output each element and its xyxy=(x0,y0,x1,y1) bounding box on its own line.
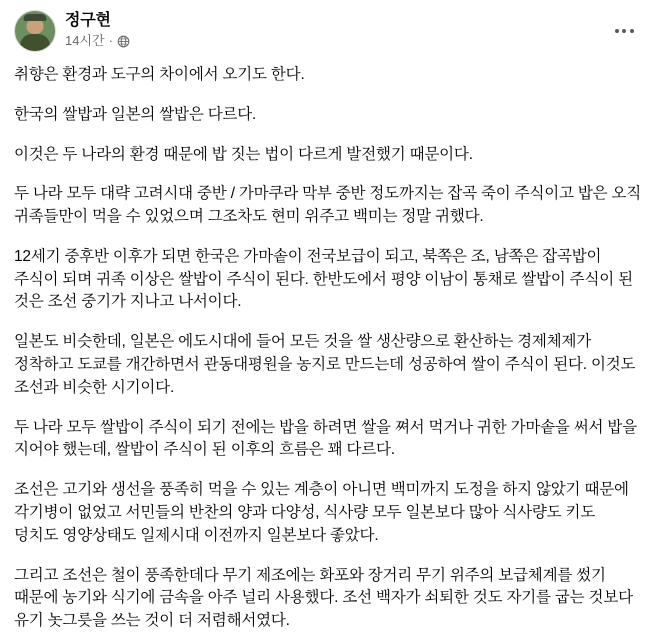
avatar[interactable] xyxy=(14,10,56,52)
post-paragraph: 이것은 두 나라의 환경 때문에 밥 짓는 법이 다르게 발전했기 때문이다. xyxy=(14,145,473,163)
post-body xyxy=(14,64,643,633)
avatar-body xyxy=(20,34,50,51)
ellipsis-icon xyxy=(615,29,634,33)
post-paragraph: 한국의 쌀밥과 일본의 쌀밥은 다르다. xyxy=(14,105,257,123)
globe-icon[interactable] xyxy=(117,35,130,48)
post-more-options-button[interactable] xyxy=(607,14,641,48)
meta-separator: · xyxy=(108,33,113,48)
post-paragraph: 그리고 조선은 철이 풍족한데다 무기 제조에는 화포와 장거리 무기 위주의 보급체계를 썼기 때문에 농기와 식기에 금속을 아주 널리 사용했다. 조선 백자가 쇠퇴한 것도 자기를 굽는 것보다 유기 놋그릇을 쓰는 것이 더 저렴해서였다. xyxy=(14,566,633,630)
post-paragraph: 조선은 고기와 생선을 풍족히 먹을 수 있는 계층이 아니면 백미까지 도정을 하지 않았기 때문에 각기병이 없었고 서민들의 반찬의 양과 다양성, 식사량 모두 일본보다 많아 식사량도 키도 덩치도 영양상태도 일제시대 이전까지 일본보다 좋았다. xyxy=(14,481,629,544)
post-header xyxy=(14,10,643,52)
post-paragraph: 일본도 비슷한데, 일본은 에도시대에 들어 모든 것을 쌀 생산량으로 환산하는 경제체제가 정착하고 도쿄를 개간하면서 관동대평원을 농지로 만드는데 성공하여 쌀이 주식이 된다. 이것도 조선과 비슷한 시기이다. xyxy=(14,333,636,396)
post-paragraph: 12세기 중후반 이후가 되면 한국은 가마솥이 전국보급이 되고, 북쪽은 조, 남쪽은 잡곡밥이 주식이 되며 귀족 이상은 쌀밥이 주식이 된다. 한반도에서 평양 이남이 통채로 쌀밥이 주식이 된 것은 조선 중기가 지나고 나서이다. xyxy=(14,247,633,311)
avatar-hat xyxy=(24,14,47,21)
post-paragraph: 두 나라 모두 대략 고려시대 중반 / 가마쿠라 막부 중반 정도까지는 잡곡 죽이 주식이고 밥은 오직 귀족들만이 먹을 수 있었으며 그조차도 현미 위주고 백미는 정말 귀했다. xyxy=(14,185,642,226)
post-meta xyxy=(65,33,130,49)
post-header-text xyxy=(65,10,130,50)
post-timestamp[interactable]: 14시간 xyxy=(65,33,105,48)
post-paragraph: 두 나라 모두 쌀밥이 주식이 되기 전에는 밥을 하려면 쌀을 쪄서 먹거나 귀한 가마솥을 써서 밥을 지어야 했는데, 쌀밥이 주식이 된 이후의 흐름은 꽤 다르다. xyxy=(14,418,637,459)
post-author-name[interactable]: 정구현 xyxy=(65,12,111,29)
post-paragraph: 취향은 환경과 도구의 차이에서 오기도 한다. xyxy=(14,66,305,83)
